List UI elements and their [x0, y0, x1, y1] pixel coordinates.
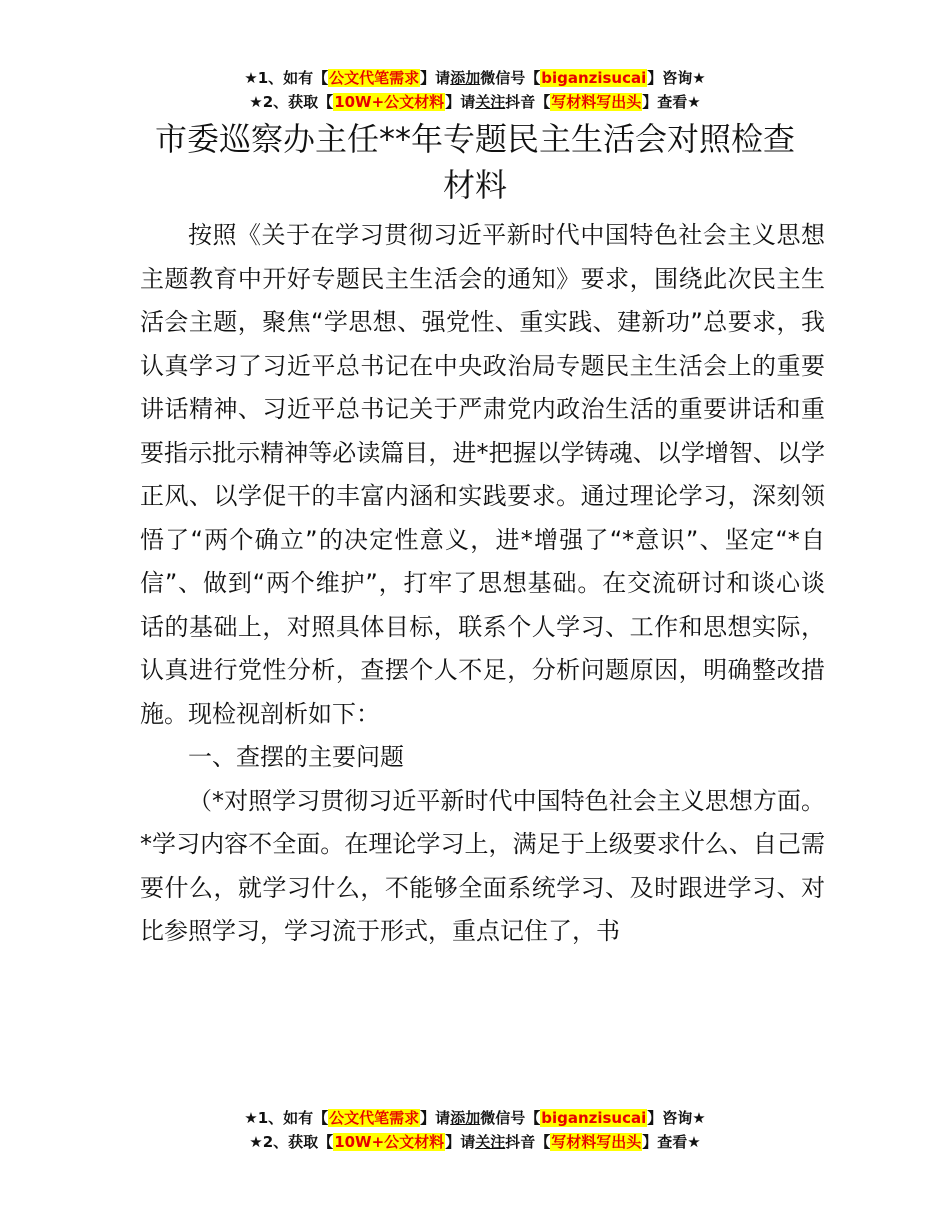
promo-line-2 — [0, 1130, 950, 1154]
highlight-tag: 公文代笔需求 — [329, 69, 420, 87]
promo-line-2 — [0, 90, 950, 114]
promo-text: 】咨询★ — [647, 69, 706, 87]
promo-text: 微信号【 — [480, 1109, 541, 1127]
paragraph-intro: 按照《关于在学习贯彻习近平新时代中国特色社会主义思想主题教育中开好专题民主生活会的通知》要求，围绕此次民主生活会主题，聚焦“学思想、强党性、重实践、建新功”总要求，我认真学习了习近平总书记在中央政治局专题民主生活会上的重要讲话精神、习近平总书记关于严肃党内政治生活的重要讲话和重要指示批示精神等必读篇目，进*把握以学铸魂、以学增智、以学正风、以学促干的丰富内涵和实践要求。通过理论学习，深刻领悟了“两个确立”的决定性意义，进*增强了“*意识”、坚定“*自信”、做到“两个维护”，打牢了思想基础。在交流研讨和谈心谈话的基础上，对照具体目标，联系个人学习、工作和思想实际，认真进行党性分析，查摆个人不足，分析问题原因，明确整改措施。现检视剖析如下： — [140, 221, 825, 728]
highlight-tag: 10W+公文材料 — [334, 1133, 445, 1151]
promo-line-1 — [0, 1106, 950, 1130]
highlight-tag: 10W+公文材料 — [334, 93, 445, 111]
section-heading: 一、查摆的主要问题 — [188, 743, 404, 771]
promo-text: ★2、获取【 — [249, 1133, 334, 1151]
promo-text: 】请 — [420, 69, 451, 87]
promo-text: 】请 — [445, 93, 476, 111]
promo-emphasis: 关注 — [475, 93, 506, 111]
document-title: 市委巡察办主任**年专题民主生活会对照检查材料 — [154, 120, 795, 204]
promo-text: 】查看★ — [642, 93, 701, 111]
promo-text: 抖音【 — [505, 93, 551, 111]
promo-text: 】查看★ — [642, 1133, 701, 1151]
promo-text: ★1、如有【 — [244, 69, 329, 87]
promo-emphasis: 关注 — [475, 1133, 506, 1151]
paragraph-issue: （*对照学习贯彻习近平新时代中国特色社会主义思想方面。*学习内容不全面。在理论学习上，满足于上级要求什么、自己需要什么，就学习什么，不能够全面系统学习、及时跟进学习、对比参照学习，学习流于形式，重点记住了，书 — [140, 786, 825, 945]
promo-text: ★1、如有【 — [244, 1109, 329, 1127]
promo-text: 微信号【 — [480, 69, 541, 87]
document-body — [140, 214, 825, 954]
promo-text: ★2、获取【 — [249, 93, 334, 111]
highlight-tag: 写材料写出头 — [551, 1133, 642, 1151]
highlight-tag: biganzisucai — [541, 1109, 647, 1127]
promo-emphasis: 添加 — [450, 1109, 481, 1127]
promo-text: 】咨询★ — [647, 1109, 706, 1127]
highlight-tag: 写材料写出头 — [551, 93, 642, 111]
promo-text: 抖音【 — [505, 1133, 551, 1151]
promo-emphasis: 添加 — [450, 69, 481, 87]
promo-line-1 — [0, 66, 950, 90]
promo-text: 】请 — [420, 1109, 451, 1127]
promo-banner-top — [0, 66, 950, 114]
highlight-tag: biganzisucai — [541, 69, 647, 87]
promo-text: 】请 — [445, 1133, 476, 1151]
promo-banner-bottom — [0, 1106, 950, 1154]
highlight-tag: 公文代笔需求 — [329, 1109, 420, 1127]
